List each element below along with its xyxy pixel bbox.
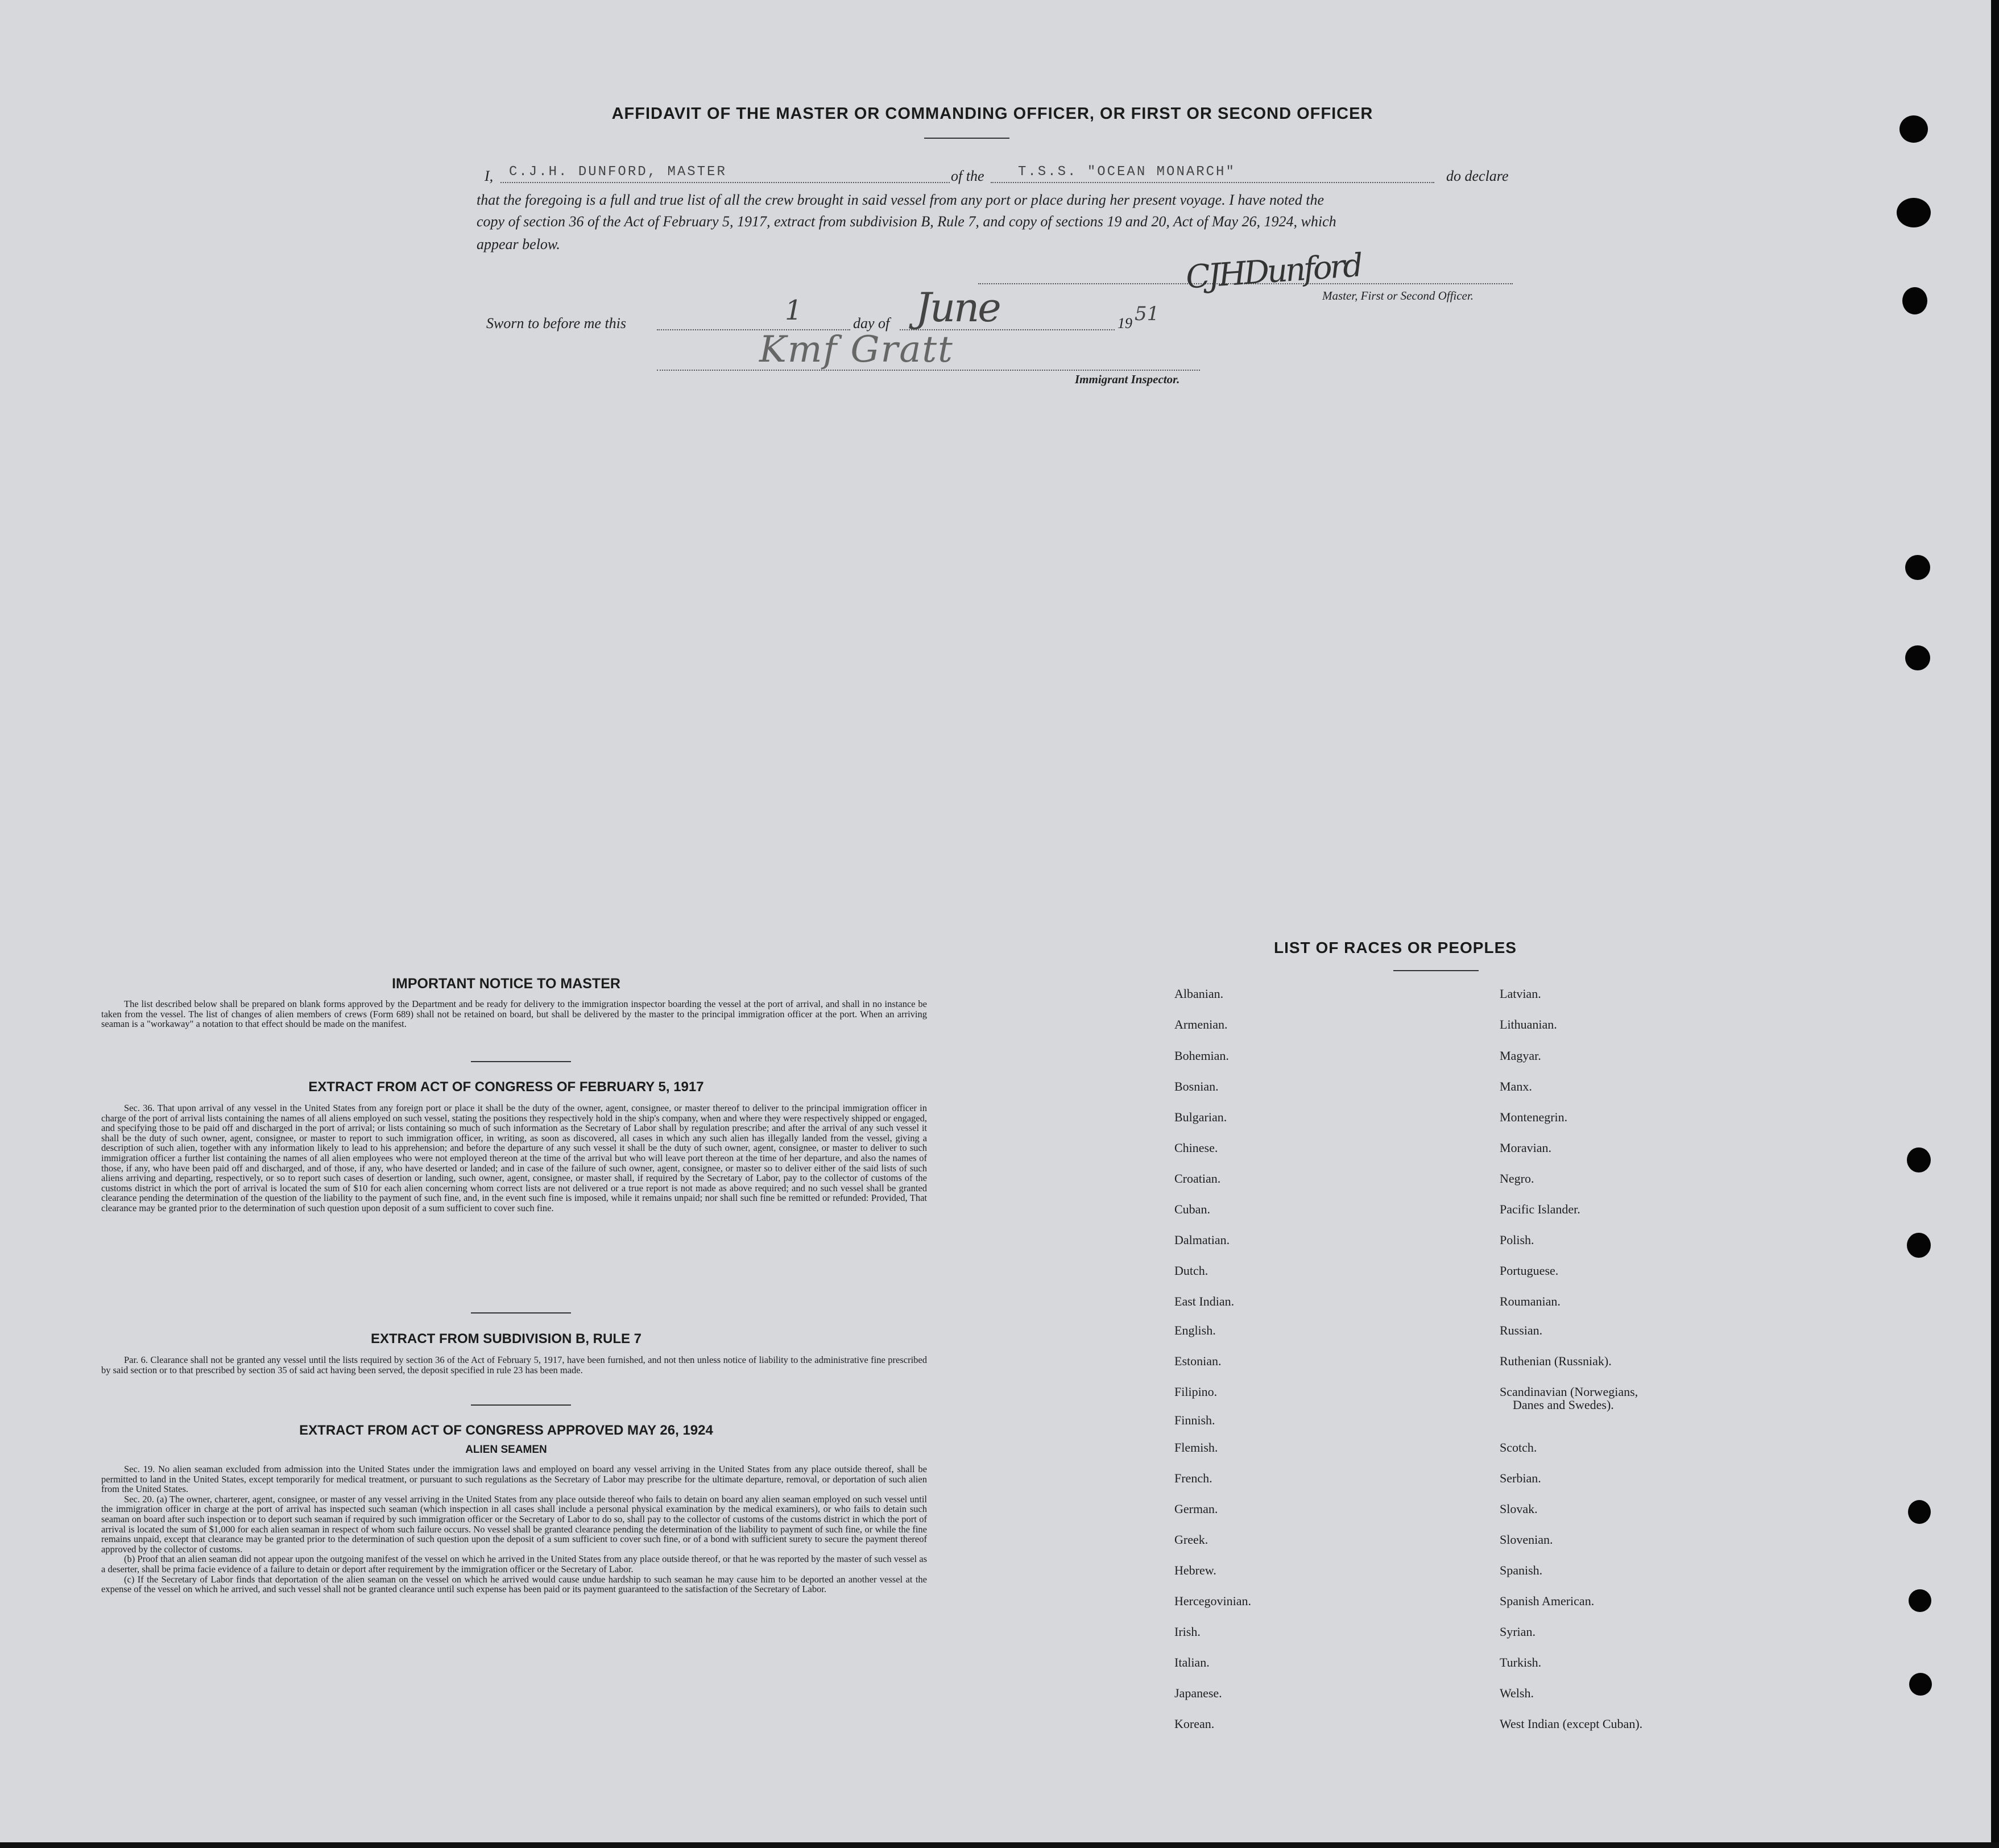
notice-rule xyxy=(471,1061,571,1062)
notice-text xyxy=(101,999,927,1029)
section-20b-paragraph: (b) Proof that an alien seaman did not appear upon the outgoing manifest of the vessel on which he arrived in the United States from any place outside thereof, or that he was reported by the master of such vessel as a deserter, shall be prima facie evidence of a failure to detain or deport after requirement by the immigration officer or the Secretary of Labor. xyxy=(101,1553,927,1574)
sworn-day: 1 xyxy=(785,295,802,326)
inspector-caption: Immigrant Inspector. xyxy=(1075,372,1180,386)
punch-hole-8 xyxy=(1908,1500,1931,1524)
master-signature: CJHDunford xyxy=(1185,247,1363,296)
race-item: Lithuanian. xyxy=(1500,1017,1557,1031)
race-item: Manx. xyxy=(1500,1079,1532,1093)
races-rule xyxy=(1393,970,1479,971)
do-declare-label: do declare xyxy=(1446,168,1509,184)
year-suffix: 51 xyxy=(1135,303,1160,325)
extract-1917-rule xyxy=(471,1312,571,1314)
race-item: Greek. xyxy=(1174,1532,1208,1547)
race-item: Russian. xyxy=(1500,1323,1543,1337)
punch-hole-3 xyxy=(1902,287,1927,314)
race-item: Bohemian. xyxy=(1174,1049,1229,1063)
punch-hole-9 xyxy=(1909,1589,1931,1612)
race-item: Syrian. xyxy=(1500,1625,1536,1639)
race-item: Slovenian. xyxy=(1500,1532,1553,1547)
race-item: Welsh. xyxy=(1500,1686,1534,1700)
race-item: Scandinavian (Norwegians, xyxy=(1500,1385,1638,1399)
declaration-line-3: appear below. xyxy=(477,236,560,252)
declaration-line-1: that the foregoing is a full and true list of all the crew brought in said vessel from any port or place during her present voyage. I have noted the xyxy=(477,192,1324,208)
race-item: German. xyxy=(1174,1502,1218,1516)
section-36-paragraph: Sec. 36. That upon arrival of any vessel in the United States from any foreign port or place it shall be the duty of the owner, agent, consignee, or master thereof to deliver to the principal immigration officer in charge of the port of arrival lists containing the names of all aliens employed on such vessel, stating the positions they respectively hold in the ship's company, when and where they were respectively shipped or engaged, and specifying those to be paid off and discharged in the port of arrival; or lists containing so much of such information as the Secretary of Labor shall by regulation prescribe; and after the arrival of any such vessel it shall be the duty of such owner, agent, consignee, or master to report to such immigration officer, in writing, as soon as discovered, all cases in which any such alien has illegally landed from the vessel, giving a description of such alien, together with any information likely to lead to his apprehension; and before the departure of any such vessel it shall be the duty of such owner, agent, consignee, or master to deliver to such immigration officer a further list containing the names of all alien employees who were not employed thereon at the time of the arrival but who will leave port thereon at the time of her departure, and also the names of those, if any, who have been paid off and discharged, and of those, if any, who have deserted or landed; and in case of the failure of such owner, agent, consignee, or master so to deliver either of the said lists of such aliens arriving and departing, respectively, or so to report such cases of desertion or landing, such owner, agent, consignee, or master shall, if required by the Secretary of Labor, pay to the collector of customs of the customs district in which the port of arrival is located the sum of $10 for each alien concerning whom correct lists are not delivered or a true report is not made as above required; and no such vessel shall be granted clearance pending the determination of the question of the liability to the payment of such fine, and, in the event such fine is imposed, while it remains unpaid; nor shall such fine be remitted or refunded: Provided, That clearance may be granted prior to the determination of such question upon deposit of a sum sufficient to cover such fine. xyxy=(101,1103,927,1213)
race-item: Albanian. xyxy=(1174,987,1224,1001)
extract-1917-heading: EXTRACT FROM ACT OF CONGRESS OF FEBRUARY 5, 1917 xyxy=(308,1079,704,1095)
of-the-label: of the xyxy=(951,168,984,184)
race-item: Slovak. xyxy=(1500,1502,1538,1516)
notice-heading: IMPORTANT NOTICE TO MASTER xyxy=(392,976,620,992)
race-item: Magyar. xyxy=(1500,1049,1541,1063)
vessel-name-line xyxy=(991,182,1434,183)
rule7-text xyxy=(101,1355,927,1375)
extract-1924-text xyxy=(101,1464,927,1594)
race-item: Scotch. xyxy=(1500,1440,1537,1455)
race-item: Japanese. xyxy=(1174,1686,1222,1700)
race-item: Montenegrin. xyxy=(1500,1110,1568,1124)
race-item: Italian. xyxy=(1174,1655,1210,1669)
punch-hole-7 xyxy=(1907,1233,1931,1258)
race-item: West Indian (except Cuban). xyxy=(1500,1717,1643,1731)
extract-1924-heading: EXTRACT FROM ACT OF CONGRESS APPROVED MAY 26, 1924 xyxy=(299,1423,713,1438)
punch-hole-6 xyxy=(1907,1147,1931,1172)
race-item: Chinese. xyxy=(1174,1141,1218,1155)
races-heading: LIST OF RACES OR PEOPLES xyxy=(1274,939,1517,956)
scan-edge-bottom xyxy=(0,1842,1999,1848)
title-rule xyxy=(924,138,1009,139)
master-name: C.J.H. DUNFORD, MASTER xyxy=(509,164,727,180)
race-item: Portuguese. xyxy=(1500,1263,1559,1278)
section-20c-paragraph: (c) If the Secretary of Labor finds that deportation of the alien seaman on the vessel on which he arrived would cause undue hardship to such seaman he may cause him to be deported an another vessel at the expense of the vessel on which he arrived, and such vessel shall not be granted clearance until such expense has been paid or its payment guaranteed to the satisfaction of the Secretary of Labor. xyxy=(101,1573,927,1595)
race-item: English. xyxy=(1174,1323,1216,1337)
paragraph-6: Par. 6. Clearance shall not be granted any vessel until the lists required by section 36 of the Act of February 5, 1917, have been furnished, and not then unless notice of liability to the administrative fine prescribed by said section or to that prescribed by section 35 of said act having been served, the deposit specified in rule 23 has been made. xyxy=(101,1354,927,1375)
race-item: Spanish. xyxy=(1500,1563,1543,1577)
extract-1917-text xyxy=(101,1103,927,1213)
punch-hole-4 xyxy=(1905,555,1930,580)
affidavit-title: AFFIDAVIT OF THE MASTER OR COMMANDING OFFICER, OR FIRST OR SECOND OFFICER xyxy=(611,105,1373,123)
punch-hole-5 xyxy=(1905,645,1930,670)
day-of-label: day of xyxy=(853,315,890,332)
section-20a-paragraph: Sec. 20. (a) The owner, charterer, agent, consignee, or master of any vessel arriving in the United States from any place outside thereof who fails to detain on board any alien seaman employed on such vessel until the immigration officer in charge at the port of arrival has inspected such seaman (which inspection in all cases shall include a personal physical examination by the medical examiners), or who fails to detain such seaman on board after such inspection or to deport such seaman if required by such immigration officer or the Secretary of Labor to do so, shall pay to the collector of customs of the customs district in which the port of arrival is located the sum of $1,000 for each alien seaman in respect of whom such failure occurs. No vessel shall be granted clearance pending the determination of the liability to payment of such fine, or while the fine remains unpaid, except that clearance may be granted prior to the determination of such question upon the deposit of a sum sufficient to cover such fine, or of a bond with sufficient surety to secure the payment thereof approved by the collector of customs. xyxy=(101,1493,927,1555)
race-item: East Indian. xyxy=(1174,1294,1235,1308)
race-item: Polish. xyxy=(1500,1233,1534,1247)
race-item: Serbian. xyxy=(1500,1471,1541,1485)
race-item: Flemish. xyxy=(1174,1440,1218,1455)
race-item: Cuban. xyxy=(1174,1202,1210,1216)
section-19-paragraph: Sec. 19. No alien seaman excluded from admission into the United States under the immigration laws and employed on board any vessel arriving in the United States from any place outside thereof, shall be permitted to land in the United States, except temporarily for medical treatment, or pursuant to such regulations as the Secretary of Labor may prescribe for the ultimate departure, removal, or deportation of such alien from the United States. xyxy=(101,1464,927,1495)
race-item: Bulgarian. xyxy=(1174,1110,1227,1124)
race-item: Estonian. xyxy=(1174,1354,1222,1368)
sworn-month: June xyxy=(916,284,1000,331)
race-item: Korean. xyxy=(1174,1717,1215,1731)
race-item: Finnish. xyxy=(1174,1413,1215,1427)
alien-seamen-subheading: ALIEN SEAMEN xyxy=(465,1444,547,1456)
master-caption: Master, First or Second Officer. xyxy=(1322,289,1474,303)
rule7-rule xyxy=(471,1404,571,1406)
race-item: Dalmatian. xyxy=(1174,1233,1230,1247)
race-item: Latvian. xyxy=(1500,987,1541,1001)
year-prefix: 19 xyxy=(1118,315,1132,332)
race-item: Danes and Swedes). xyxy=(1513,1398,1614,1412)
race-item: Dutch. xyxy=(1174,1263,1208,1278)
race-item: Filipino. xyxy=(1174,1385,1218,1399)
punch-hole-10 xyxy=(1909,1673,1932,1696)
master-name-line xyxy=(500,182,950,183)
rule7-heading: EXTRACT FROM SUBDIVISION B, RULE 7 xyxy=(370,1331,642,1346)
race-item: Hercegovinian. xyxy=(1174,1594,1251,1608)
punch-hole-2 xyxy=(1897,198,1931,227)
race-item: Bosnian. xyxy=(1174,1079,1219,1093)
race-item: Irish. xyxy=(1174,1625,1201,1639)
vessel-name: T.S.S. "OCEAN MONARCH" xyxy=(1018,164,1236,180)
race-item: Hebrew. xyxy=(1174,1563,1216,1577)
race-item: Roumanian. xyxy=(1500,1294,1561,1308)
race-item: Ruthenian (Russniak). xyxy=(1500,1354,1612,1368)
notice-paragraph: The list described below shall be prepared on blank forms approved by the Department and be ready for delivery to the immigration inspector boarding the vessel at the port of arrival, and shall in no instance be taken from the vessel. The list of changes of alien members of crews (Form 689) shall not be retained on board, but shall be delivered by the master to the principal immigration officer at the port. When an arriving seaman is a "workaway" a notation to that effect should be made on the manifest. xyxy=(101,998,927,1030)
affidavit-i-label: I, xyxy=(485,168,494,184)
race-item: Moravian. xyxy=(1500,1141,1552,1155)
race-item: Armenian. xyxy=(1174,1017,1228,1031)
scan-edge-right xyxy=(1991,0,1999,1848)
race-item: Turkish. xyxy=(1500,1655,1542,1669)
punch-hole-1 xyxy=(1899,115,1928,143)
race-item: Croatian. xyxy=(1174,1171,1221,1186)
declaration-line-2: copy of section 36 of the Act of February 5, 1917, extract from subdivision B, Rule 7, and copy of sections 19 and 20, Act of May 26, 1924, which xyxy=(477,213,1336,230)
race-item: Spanish American. xyxy=(1500,1594,1595,1608)
inspector-signature: Kmf Gratt xyxy=(759,329,954,371)
sworn-label: Sworn to before me this xyxy=(486,315,627,332)
race-item: Pacific Islander. xyxy=(1500,1202,1580,1216)
race-item: Negro. xyxy=(1500,1171,1534,1186)
race-item: French. xyxy=(1174,1471,1212,1485)
